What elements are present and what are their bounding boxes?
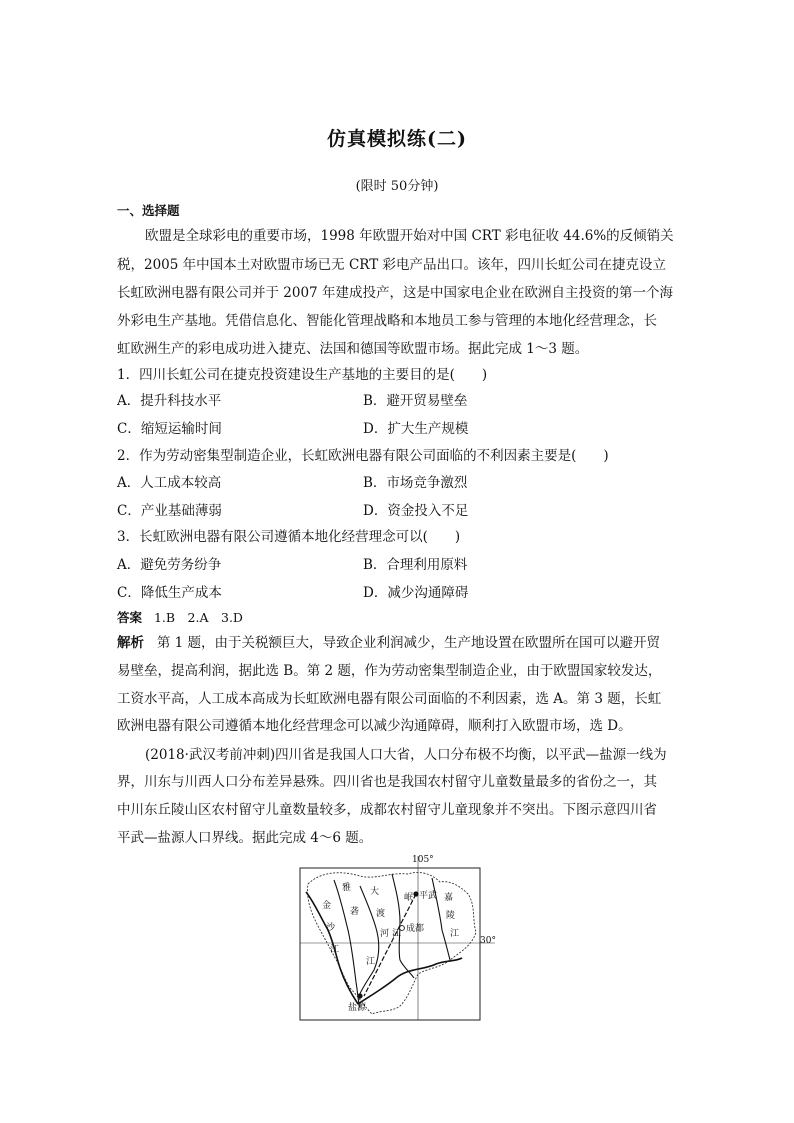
river-label: 大: [370, 887, 380, 897]
passage-line: 界，川东与川西人口分布差异悬殊。四川省也是我国农村留守儿童数量最多的省份之一，其: [117, 774, 657, 790]
river-label: 江: [330, 945, 340, 955]
passage-line: 平武—盐源人口界线。据此完成 4～6 题。: [117, 830, 373, 846]
answer-text: 1.B 2.A 3.D: [153, 610, 243, 625]
passage-line: 税，2005 年中国本土对欧盟市场已无 CRT 彩电产品出口。该年，四川长虹公司在捷克设立: [117, 257, 666, 273]
river-label: 沙: [326, 923, 336, 933]
answer-label: 答案: [117, 610, 143, 625]
option-d: D．资金投入不足: [363, 503, 469, 519]
river-label: 金: [322, 901, 332, 911]
option-c: C．产业基础薄弱: [117, 503, 222, 519]
river-label: 江: [450, 929, 460, 939]
page-title: 仿真模拟练(二): [327, 128, 467, 150]
river-label: 河: [380, 929, 390, 939]
river-label: 陵: [446, 911, 456, 921]
river-label: 江: [392, 929, 402, 939]
pingwu-label: 平武: [419, 891, 438, 901]
option-d: D．扩大生产规模: [363, 421, 469, 437]
option-c: C．降低生产成本: [117, 585, 222, 601]
analysis-line: 欧洲电器有限公司遵循本地化经营理念可以减少沟通障碍，顺利打入欧盟市场，选 D。: [117, 718, 632, 734]
option-a: A．避免劳务纷争: [117, 557, 222, 573]
river-label: 砻: [350, 907, 360, 917]
time-limit: (限时 50分钟): [355, 179, 439, 194]
river-label: 岷: [404, 893, 414, 903]
river-label: 嘉: [444, 893, 454, 903]
option-b: B．市场竞争激烈: [363, 475, 468, 491]
question-stem: 1．四川长虹公司在捷克投资建设生产基地的主要目的是( ): [117, 367, 488, 383]
passage-line: 长虹欧洲电器有限公司并于 2007 年建成投产，这是中国家电企业在欧洲自主投资的第一个海: [117, 285, 673, 301]
population-boundary: [364, 894, 416, 996]
option-c: C．缩短运输时间: [117, 421, 222, 437]
yanyuan-label: 盐源: [348, 1003, 367, 1013]
pingwu-marker: [413, 891, 418, 896]
passage-line: 中川东丘陵山区农村留守儿童数量较多，成都农村留守儿童现象并不突出。下图示意四川省: [117, 802, 657, 818]
section-heading: 一、选择题: [117, 203, 180, 218]
river-label: 江: [366, 957, 376, 967]
analysis-text: 第 1 题，由于关税额巨大，导致企业利润减少，生产地设置在欧盟所在国可以避开贸: [156, 635, 661, 651]
longitude-label: 105°: [412, 855, 434, 865]
option-a: A．人工成本较高: [117, 475, 222, 491]
yanyuan-marker: [357, 993, 362, 998]
analysis-line: 易壁垒，提高利润，据此选 B。第 2 题，作为劳动密集型制造企业，由于欧盟国家较发达，: [117, 663, 662, 679]
sichuan-map: [300, 856, 495, 1021]
passage-line: 欧盟是全球彩电的重要市场，1998 年欧盟开始对中国 CRT 彩电征收 44.6%的反倾销关: [145, 228, 674, 244]
answer: [117, 609, 243, 627]
river-label: 雅: [342, 883, 352, 893]
passage-line: 外彩电生产基地。凭借信息化、智能化管理战略和本地员工参与管理的本地化经营理念，长: [117, 313, 657, 329]
passage-line: 虹欧洲生产的彩电成功进入捷克、法国和德国等欧盟市场。据此完成 1～3 题。: [117, 341, 589, 357]
analysis-label: 解析: [117, 635, 144, 651]
river-label: 渡: [376, 909, 386, 919]
latitude-label: 30°: [480, 936, 496, 946]
option-b: B．合理利用原料: [363, 557, 468, 573]
option-a: A．提升科技水平: [117, 393, 222, 409]
question-stem: 2．作为劳动密集型制造企业，长虹欧洲电器有限公司面临的不利因素主要是( ): [117, 448, 609, 464]
question-stem: 3．长虹欧洲电器有限公司遵循本地化经营理念可以( ): [117, 529, 461, 545]
chengdu-label: 成都: [406, 924, 425, 934]
analysis-line: 工资水平高，人工成本高成为长虹欧洲电器有限公司面临的不利因素，选 A。第 3 题，长虹: [117, 691, 662, 707]
yalong-river: [334, 880, 360, 1008]
analysis-line: [117, 634, 660, 652]
option-b: B．避开贸易壁垒: [363, 393, 468, 409]
option-d: D．减少沟通障碍: [363, 585, 469, 601]
dadu-river: [358, 886, 379, 998]
passage-line: (2018·武汉考前冲刺)四川省是我国人口大省，人口分布极不均衡，以平武—盐源一线为: [145, 747, 667, 763]
